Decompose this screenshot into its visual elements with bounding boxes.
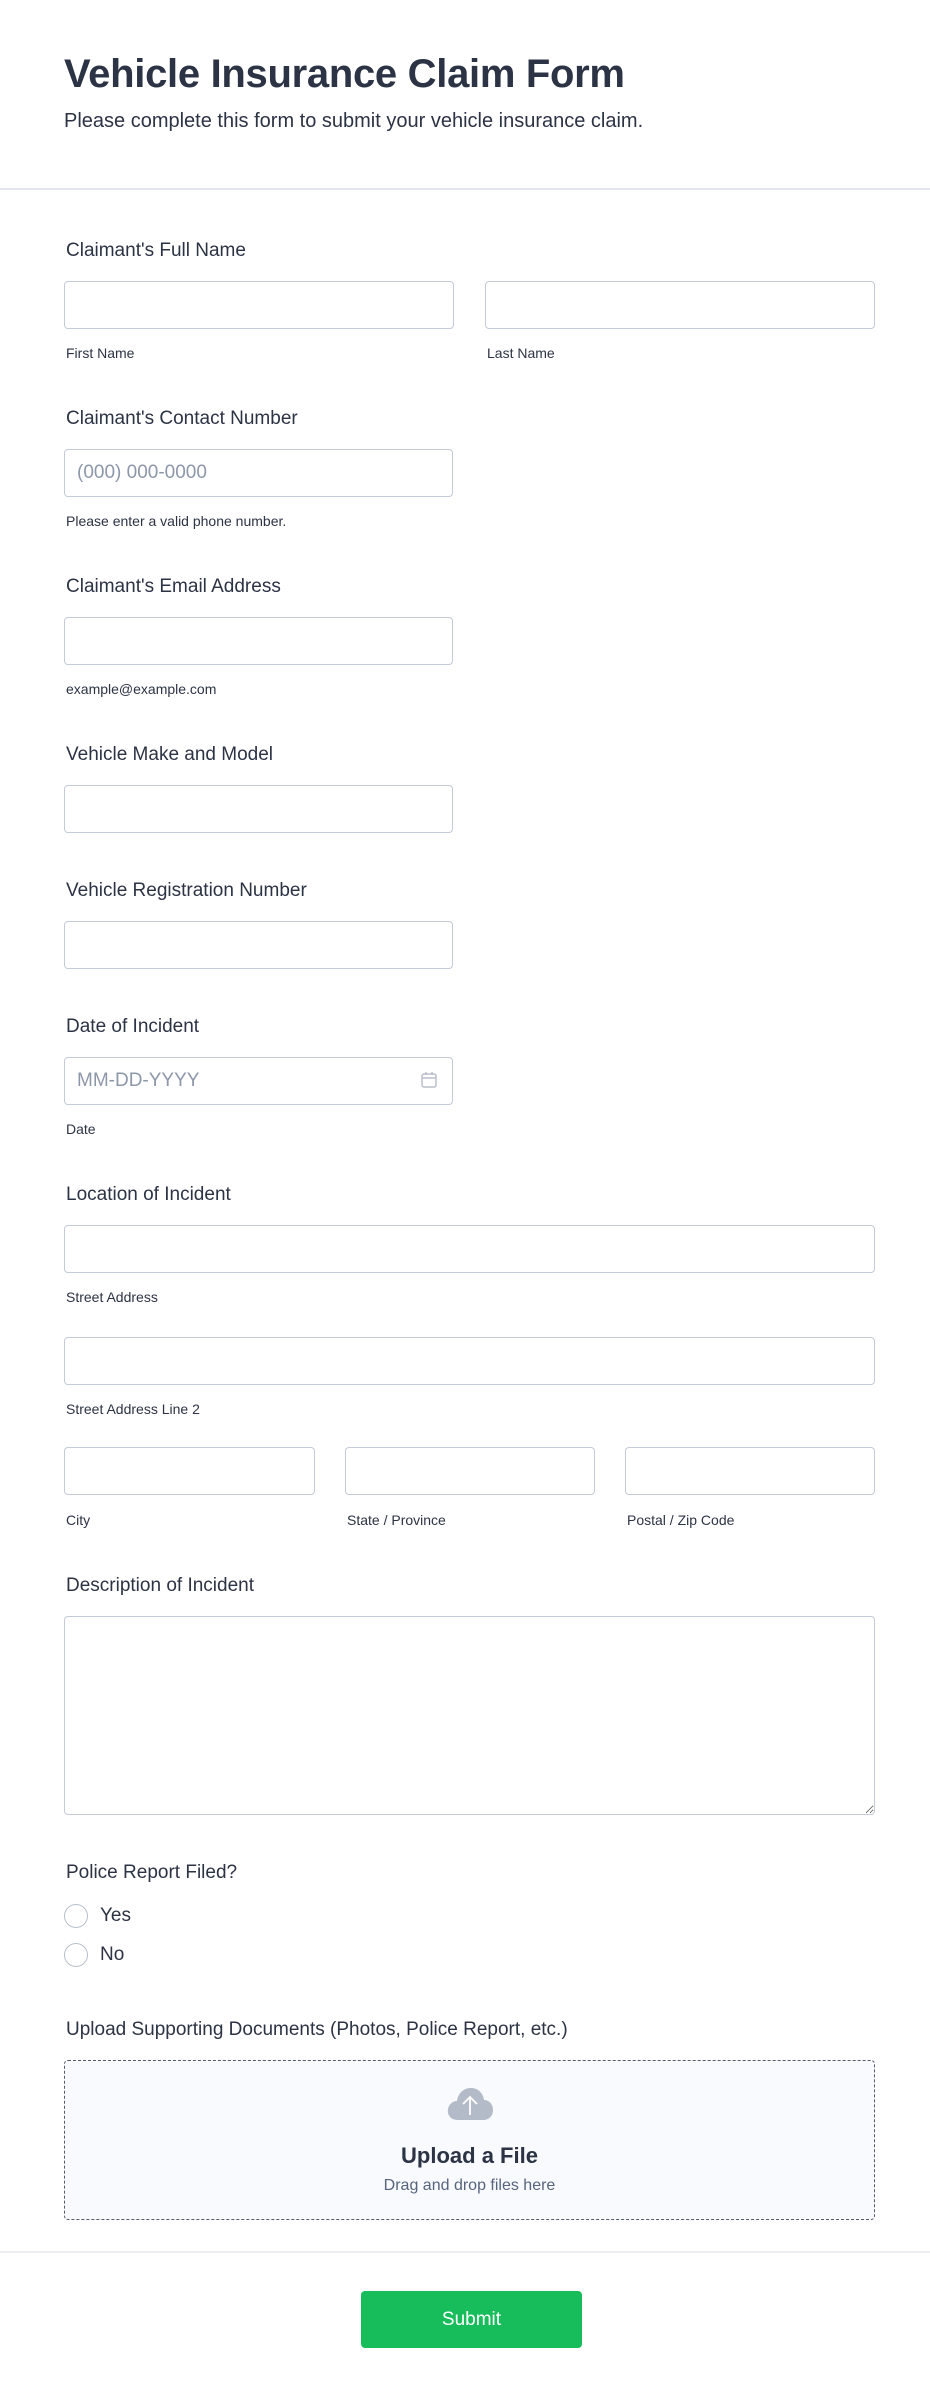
footer-divider [0,2251,930,2253]
date-helper: Date [66,1121,96,1137]
contact-number-label: Claimant's Contact Number [66,408,298,429]
street-address-line2-sublabel: Street Address Line 2 [66,1401,200,1417]
description-label: Description of Incident [66,1575,254,1596]
last-name-input[interactable] [485,281,875,329]
upload-label: Upload Supporting Documents (Photos, Police Report, etc.) [66,2019,568,2040]
date-field [64,1057,453,1105]
radio-no-label[interactable]: No [100,1944,125,1965]
city-input[interactable] [64,1447,315,1495]
location-label: Location of Incident [66,1184,231,1205]
email-input[interactable] [64,617,453,665]
zip-sublabel: Postal / Zip Code [627,1512,735,1528]
description-textarea[interactable] [64,1616,875,1815]
calendar-icon[interactable] [419,1070,439,1090]
date-input[interactable] [64,1057,453,1105]
police-report-label: Police Report Filed? [66,1862,238,1883]
cloud-upload-icon [446,2087,494,2121]
street-address-line2-input[interactable] [64,1337,875,1385]
vehicle-make-label: Vehicle Make and Model [66,744,274,765]
page-subtitle: Please complete this form to submit your vehicle insurance claim. [64,110,644,132]
upload-title: Upload a File [401,2143,538,2168]
radio-no[interactable] [64,1943,88,1967]
radio-yes-label[interactable]: Yes [100,1905,131,1926]
file-dropzone[interactable] [64,2060,875,2220]
last-name-sublabel: Last Name [487,345,555,361]
email-helper: example@example.com [66,681,217,697]
state-input[interactable] [345,1447,595,1495]
contact-number-helper: Please enter a valid phone number. [66,513,287,529]
vehicle-make-input[interactable] [64,785,453,833]
state-sublabel: State / Province [347,1512,446,1528]
radio-yes[interactable] [64,1904,88,1928]
contact-number-input[interactable] [64,449,453,497]
header-divider [0,188,930,190]
city-sublabel: City [66,1512,91,1528]
email-label: Claimant's Email Address [66,576,281,597]
date-label: Date of Incident [66,1016,200,1037]
first-name-input[interactable] [64,281,454,329]
street-address-sublabel: Street Address [66,1289,158,1305]
full-name-label: Claimant's Full Name [66,240,246,261]
vehicle-registration-input[interactable] [64,921,453,969]
submit-button[interactable]: Submit [361,2291,582,2348]
upload-hint: Drag and drop files here [383,2177,556,2194]
street-address-input[interactable] [64,1225,875,1273]
page-title: Vehicle Insurance Claim Form [64,52,625,96]
zip-input[interactable] [625,1447,875,1495]
vehicle-registration-label: Vehicle Registration Number [66,880,307,901]
first-name-sublabel: First Name [66,345,135,361]
